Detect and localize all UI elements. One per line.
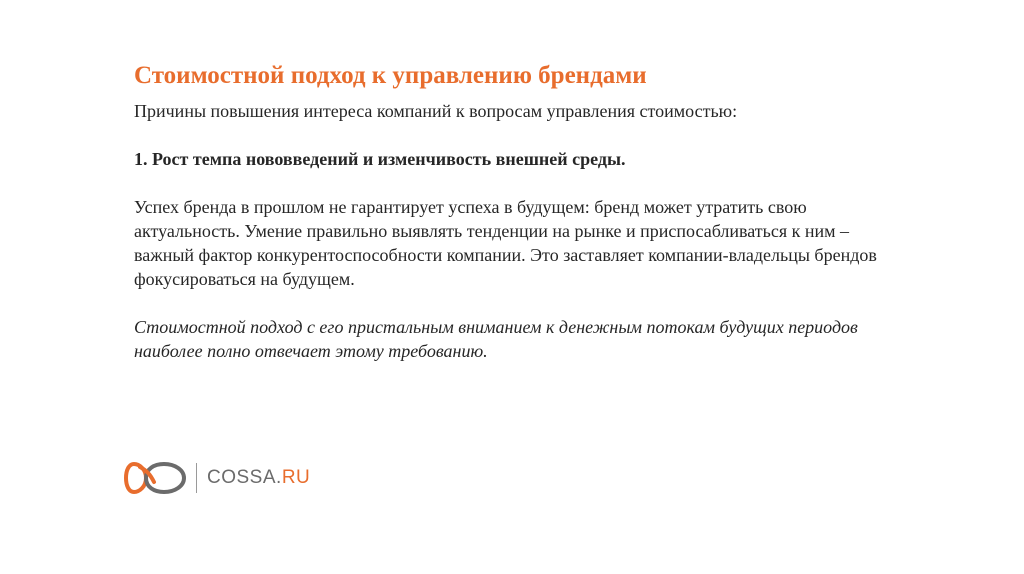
conclusion-text: Стоимостной подход с его пристальным вниманием к денежным потокам будущих периодов наиболее полно отвечает этому требованию. [134, 317, 858, 361]
logo-wordmark [207, 467, 310, 489]
logo-domain: RU [281, 467, 311, 488]
logo-name: COSSA. [207, 467, 282, 488]
intro-text: Причины повышения интереса компаний к вопросам управления стоимостью: [134, 101, 738, 121]
cossa-logo [124, 458, 310, 498]
slide-content [134, 99, 894, 363]
point-heading: 1. Рост темпа нововведений и изменчивость внешней среды. [134, 149, 626, 169]
slide-title: Стоимостной подход к управлению брендами [134, 62, 647, 89]
cossa-logo-icon [124, 458, 188, 498]
logo-divider [196, 463, 197, 493]
body-text: Успех бренда в прошлом не гарантирует успеха в будущем: бренд может утратить свою актуальность. Умение правильно выявлять тенденции на рынке и приспосабливаться к ним – важный фактор конкурентоспособности компании. Это заставляет компании-владельцы брендов фокусироваться на будущем. [134, 197, 877, 289]
